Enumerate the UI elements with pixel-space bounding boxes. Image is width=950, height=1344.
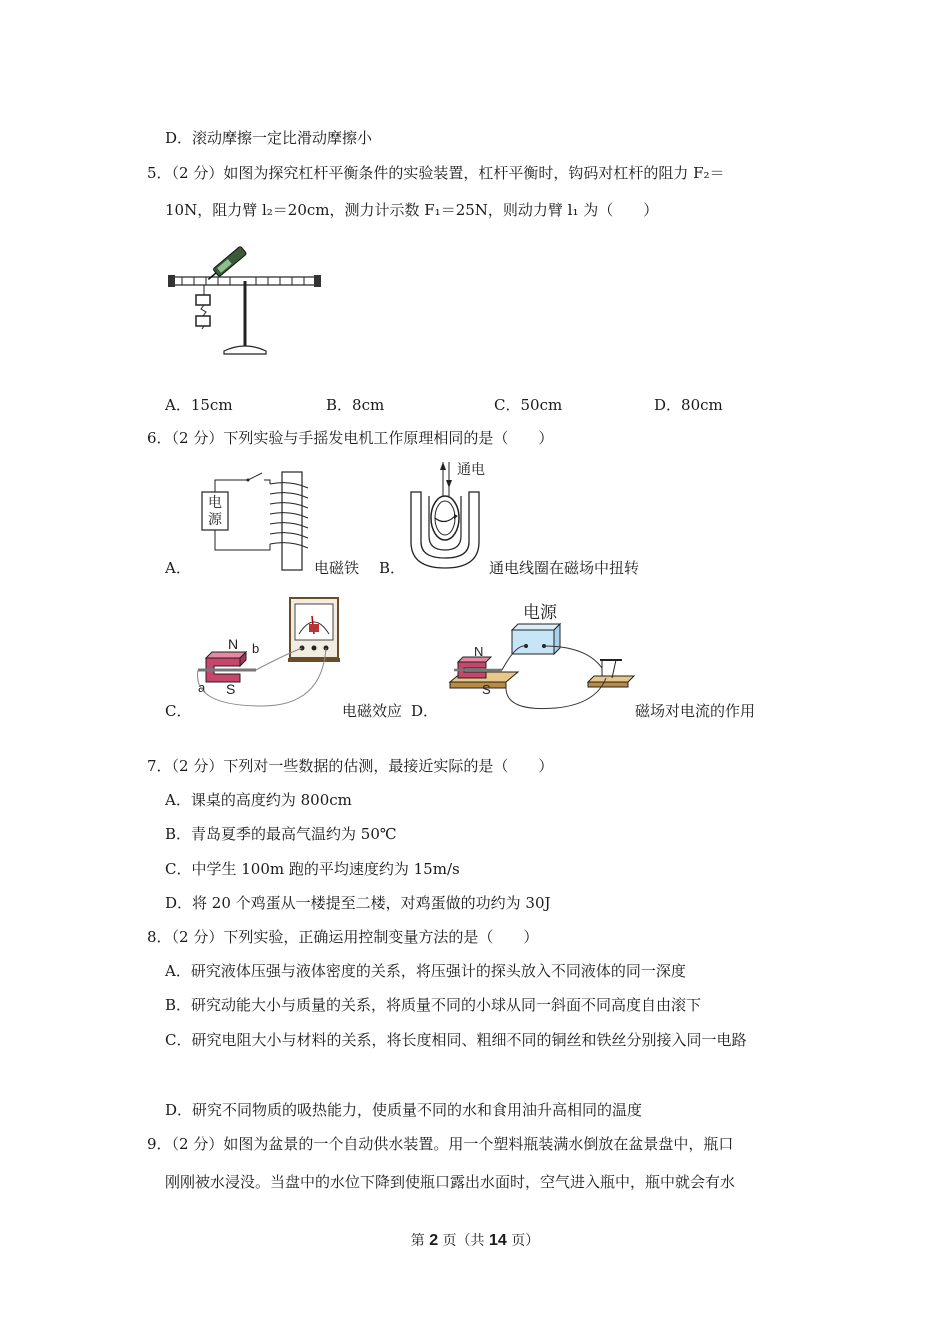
- q8-stem: 8．（2 分）下列实验，正确运用控制变量方法的是（ ）: [147, 928, 539, 946]
- q5-option-d: D．80cm: [654, 396, 723, 414]
- q6-stem: 6．（2 分）下列实验与手摇发电机工作原理相同的是（ ）: [147, 429, 554, 447]
- q7-option-c: C．中学生 100m 跑的平均速度约为 15m/s: [165, 860, 460, 878]
- q5-option-b: B．8cm: [326, 396, 385, 414]
- q6-caption-b: 通电线圈在磁场中扭转: [489, 559, 640, 577]
- q6-option-b: B．: [379, 559, 406, 577]
- fig-a-label-dian: 电: [208, 494, 222, 510]
- q6-option-a: A．: [165, 559, 191, 577]
- fig-c-label-s: S: [226, 681, 236, 697]
- fig-c-label-b: b: [252, 641, 260, 656]
- footer-page-number: 2: [429, 1232, 439, 1249]
- q7-stem: 7．（2 分）下列对一些数据的估测，最接近实际的是（ ）: [147, 757, 554, 775]
- fig-d-label-dianyuan: 电源: [523, 603, 557, 622]
- motor-principle-figure: [446, 598, 636, 716]
- q8-option-c: C．研究电阻大小与材料的关系，将长度相同、粗细不同的铜丝和铁丝分别接入同一电路: [165, 1031, 747, 1049]
- q5-stem-line1: 5．（2 分）如图为探究杠杆平衡条件的实验装置，杠杆平衡时，钩码对杠杆的阻力 F₂＝: [147, 164, 725, 182]
- footer-post: 页）: [511, 1233, 540, 1249]
- q8-option-d: D．研究不同物质的吸热能力，使质量不同的水和食用油升高相同的温度: [165, 1101, 643, 1119]
- fig-d-label-s: S: [482, 682, 491, 697]
- q7-option-a: A．课桌的高度约为 800cm: [165, 791, 352, 809]
- fig-b-label-tongdian: 通电: [457, 461, 485, 477]
- q7-option-b: B．青岛夏季的最高气温约为 50℃: [165, 825, 397, 843]
- footer-total-pages: 14: [489, 1232, 507, 1249]
- q6-caption-a: 电磁铁: [314, 559, 360, 577]
- q8-option-b: B．研究动能大小与质量的关系，将质量不同的小球从同一斜面不同高度自由滚下: [165, 996, 702, 1014]
- footer-mid: 页（共: [442, 1233, 485, 1249]
- q5-option-a: A．15cm: [165, 396, 233, 414]
- footer-pre: 第: [410, 1233, 425, 1249]
- fig-c-label-n: N: [228, 636, 239, 652]
- q5-option-c: C．50cm: [494, 396, 563, 414]
- fig-a-label-yuan: 源: [208, 511, 222, 527]
- q6-option-c: C．: [165, 702, 192, 720]
- q9-stem-line2: 刚刚被水浸没。当盘中的水位下降到使瓶口露出水面时，空气进入瓶中，瓶中就会有水: [165, 1173, 736, 1191]
- q9-stem-line1: 9．（2 分）如图为盆景的一个自动供水装置。用一个塑料瓶装满水倒放在盆景盘中，瓶口: [147, 1135, 734, 1153]
- induction-figure: [192, 596, 342, 716]
- q5-stem-line2: 10N，阻力臂 l₂＝20cm，测力计示数 F₁＝25N，则动力臂 l₁ 为（ ）: [165, 201, 659, 219]
- q6-option-d: D．: [411, 702, 439, 720]
- q7-option-d: D．将 20 个鸡蛋从一楼提至二楼，对鸡蛋做的功约为 30J: [165, 894, 551, 912]
- q4-option-d: D．滚动摩擦一定比滑动摩擦小: [165, 129, 373, 147]
- fig-d-label-n: N: [474, 644, 484, 659]
- page-footer: [0, 1230, 950, 1250]
- electromagnet-figure: [190, 468, 315, 572]
- lever-figure: [168, 233, 328, 358]
- coil-in-magnet-figure: [405, 456, 485, 574]
- fig-c-label-a: a: [198, 680, 206, 695]
- q6-caption-c: 电磁效应: [342, 702, 403, 720]
- q6-caption-d: 磁场对电流的作用: [635, 702, 756, 720]
- q8-option-a: A．研究液体压强与液体密度的关系，将压强计的探头放入不同液体的同一深度: [165, 962, 686, 980]
